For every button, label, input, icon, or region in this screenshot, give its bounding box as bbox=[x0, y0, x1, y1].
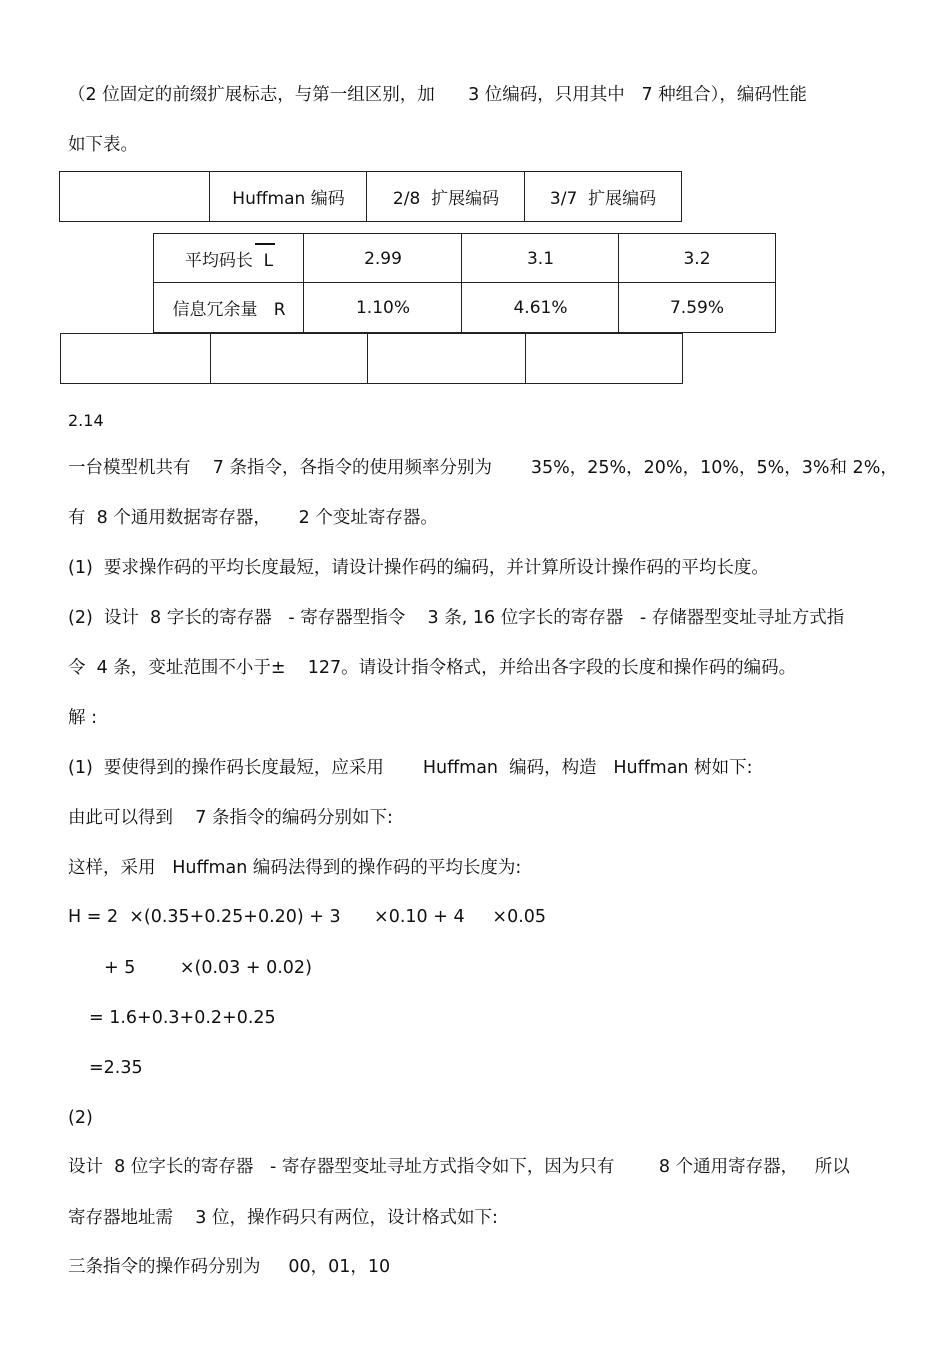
redundancy-huffman: 1.10% bbox=[303, 282, 463, 333]
table-header-empty bbox=[59, 171, 211, 222]
equation-line-4: =2.35 bbox=[89, 1058, 143, 1078]
avg-length-huffman: 2.99 bbox=[303, 233, 463, 284]
table-header-huffman: Huffman 编码 bbox=[209, 171, 368, 222]
intro-line-2: 如下表。 bbox=[68, 135, 138, 155]
problem-question-1: (1) 要求操作码的平均长度最短，请设计操作码的编码，并计算所设计操作码的平均长度。 bbox=[68, 558, 769, 578]
avg-length-3-7: 3.2 bbox=[618, 233, 776, 284]
table-footer-cell-2 bbox=[210, 333, 369, 384]
row-label-avg-length bbox=[153, 233, 305, 284]
problem-question-2a: (2) 设计 8 字长的寄存器 - 寄存器型指令 3 条, 16 位字长的寄存器 - 存储器型变址寻址方式指 bbox=[68, 608, 845, 628]
solution-part-2: (2) bbox=[68, 1108, 93, 1128]
solution-label: 解 : bbox=[68, 708, 97, 728]
solution-step-3: 这样，采用 Huffman 编码法得到的操作码的平均长度为: bbox=[68, 858, 522, 878]
intro-line-1: （2 位固定的前缀扩展标志，与第一组区别，加 3 位编码，只用其中 7 种组合），编码性能 bbox=[68, 85, 807, 105]
equation-line-1: H = 2 ×(0.35+0.25+0.20) + 3 ×0.10 + 4 ×0.05 bbox=[68, 907, 547, 927]
redundancy-3-7: 7.59% bbox=[618, 282, 776, 333]
row-label-redundancy: 信息冗余量 R bbox=[153, 282, 305, 333]
table-header-2-8: 2/8 扩展编码 bbox=[366, 171, 526, 222]
solution-part-2-line-b: 寄存器地址需 3 位，操作码只有两位，设计格式如下: bbox=[68, 1208, 498, 1228]
problem-line-2: 有 8 个通用数据寄存器， 2 个变址寄存器。 bbox=[68, 508, 438, 528]
table-footer-cell-4 bbox=[525, 333, 683, 384]
table-footer-cell-1 bbox=[60, 333, 212, 384]
equation-line-2: + 5 ×(0.03 + 0.02) bbox=[104, 958, 312, 978]
avg-length-label: 平均码长 L bbox=[184, 251, 274, 271]
solution-part-2-line-a: 设计 8 位字长的寄存器 - 寄存器型变址寻址方式指令如下，因为只有 8 个通用寄存器， 所以 bbox=[68, 1157, 850, 1177]
equation-line-3: = 1.6+0.3+0.2+0.25 bbox=[89, 1008, 276, 1028]
problem-number: 2.14 bbox=[68, 411, 104, 430]
problem-line-1: 一台模型机共有 7 条指令，各指令的使用频率分别为 35%，25%，20%，10%，5%，3%和 2%， bbox=[68, 458, 898, 478]
avg-length-2-8: 3.1 bbox=[461, 233, 620, 284]
solution-part-2-line-c: 三条指令的操作码分别为 00，01，10 bbox=[68, 1257, 391, 1277]
table-header-3-7: 3/7 扩展编码 bbox=[524, 171, 682, 222]
solution-step-1: (1) 要使得到的操作码长度最短，应采用 Huffman 编码，构造 Huffman 树如下: bbox=[68, 758, 753, 778]
solution-step-2: 由此可以得到 7 条指令的编码分别如下: bbox=[68, 808, 393, 828]
l-bar-overline bbox=[255, 243, 275, 245]
table-footer-cell-3 bbox=[367, 333, 527, 384]
redundancy-2-8: 4.61% bbox=[461, 282, 620, 333]
problem-question-2b: 令 4 条，变址范围不小于± 127。请设计指令格式，并给出各字段的长度和操作码的编码。 bbox=[68, 658, 797, 678]
